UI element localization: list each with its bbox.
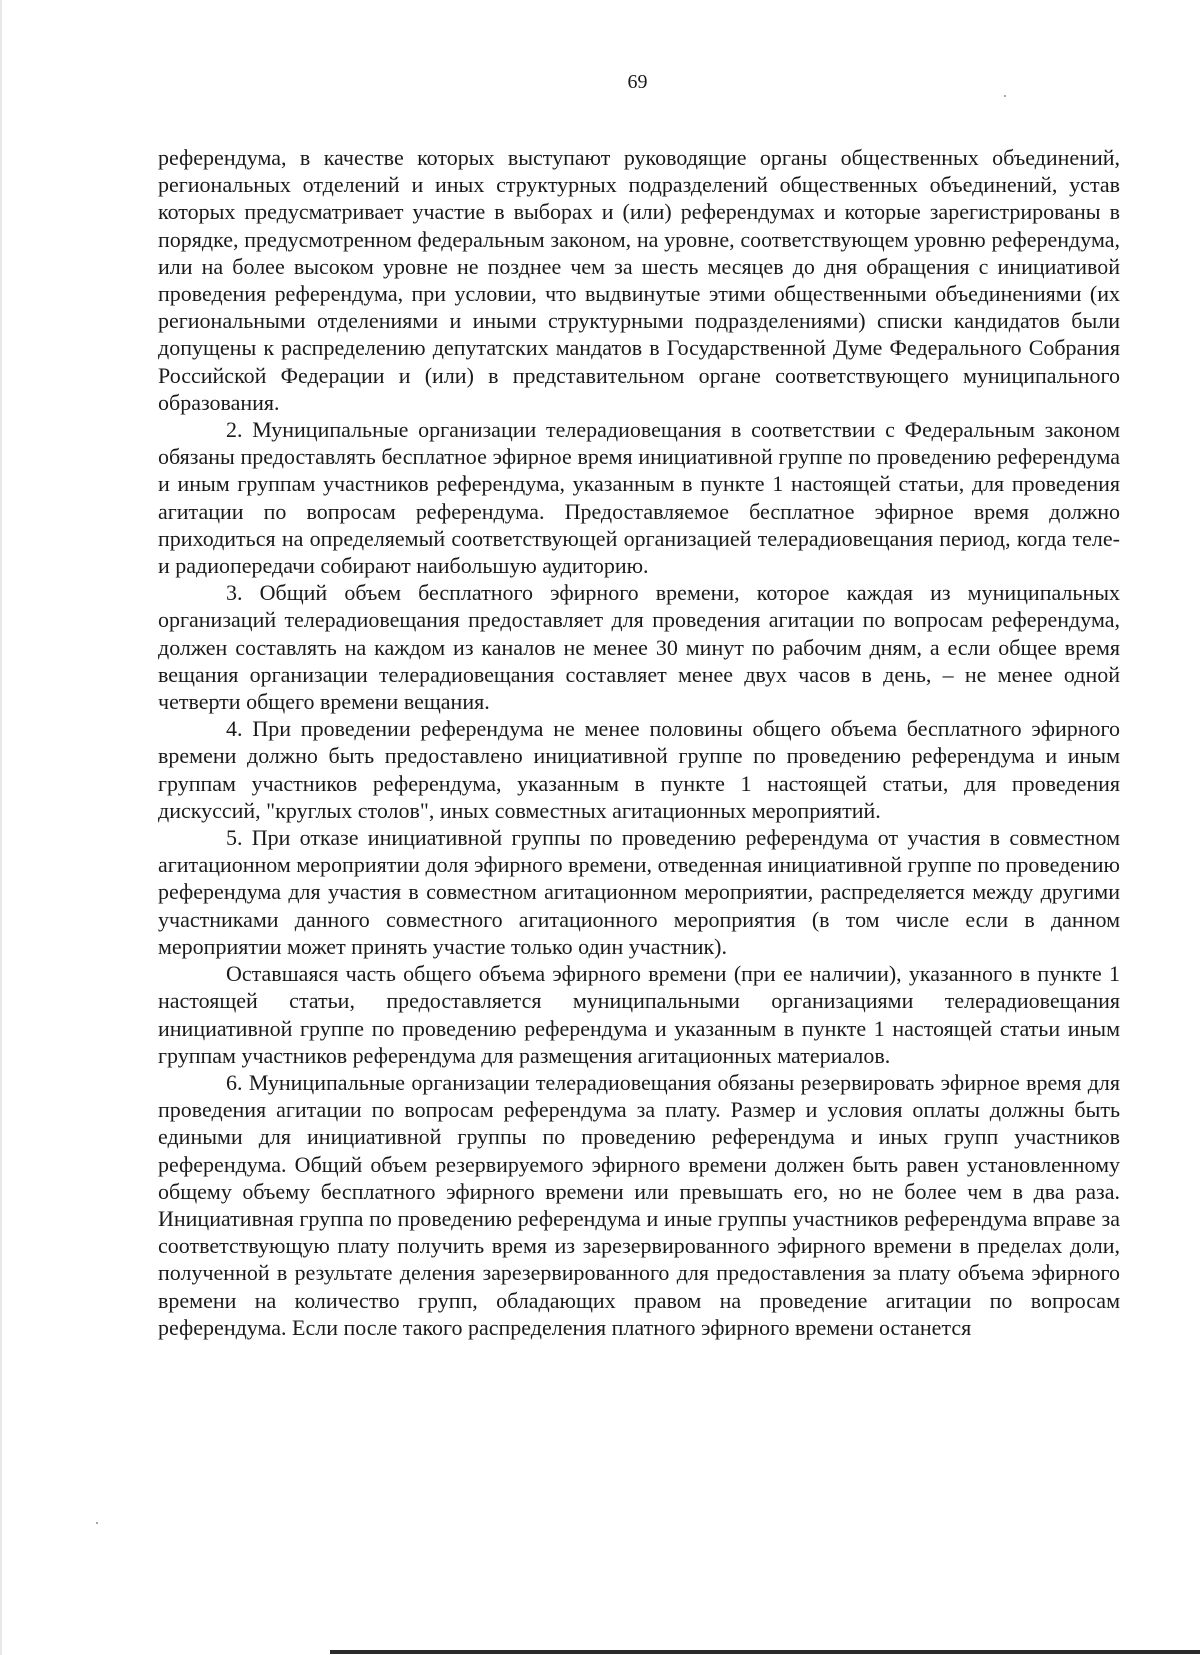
document-body	[158, 144, 1120, 1341]
paragraph-item-2: 2. Муниципальные организации телерадиовещания в соответствии с Федеральным законом обязаны предоставлять бесплатное эфирное время инициативной группе по проведению референдума и иным группам участников референдума, указанным в пункте 1 настоящей статьи, для проведения агитации по вопросам референдума. Предоставляемое бесплатное эфирное время должно приходиться на определяемый соответствующей организацией телерадиовещания период, когда теле- и радиопередачи собирают наибольшую аудиторию.	[158, 417, 1120, 579]
scan-speck	[1004, 95, 1006, 97]
scan-edge-left	[0, 0, 2, 1655]
scan-speck	[96, 1522, 98, 1524]
paragraph-item-5-continued: Оставшаяся часть общего объема эфирного времени (при ее наличии), указанного в пункте 1 настоящей статьи, предоставляется муниципальными организациями телерадиовещания инициативной группе по проведению референдума и указанным в пункте 1 настоящей статьи иным группам участников референдума для размещения агитационных материалов.	[158, 961, 1120, 1068]
paragraph-item-3: 3. Общий объем бесплатного эфирного времени, которое каждая из муниципальных организаций телерадиовещания предоставляет для проведения агитации по вопросам референдума, должен составлять на каждом из каналов не менее 30 минут по рабочим дням, а если общее время вещания организации телерадиовещания составляет менее двух часов в день, – не менее одной четверти общего времени вещания.	[158, 580, 1120, 715]
paragraph-item-6: 6. Муниципальные организации телерадиовещания обязаны резервировать эфирное время для проведения агитации по вопросам референдума за плату. Размер и условия оплаты должны быть едиными для инициативной группы по проведению референдума и иных групп участников референдума. Общий объем резервируемого эфирного времени должен быть равен установленному общему объему бесплатного эфирного времени или превышать его, но не более чем в два раза. Инициативная группа по проведению референдума и иные группы участников референдума вправе за соответствующую плату получить время из зарезервированного эфирного времени в пределах доли, полученной в результате деления зарезервированного для предоставления за плату объема эфирного времени на количество групп, обладающих правом на проведение агитации по вопросам референдума. Если после такого распределения платного эфирного времени останется	[158, 1069, 1120, 1340]
paragraph-continuation: референдума, в качестве которых выступают руководящие органы общественных объединений, региональных отделений и иных структурных подразделений общественных объединений, устав которых предусматривает участие в выборах и (или) референдумах и которые зарегистрированы в порядке, предусмотренном федеральным законом, на уровне, соответствующем уровню референдума, или на более высоком уровне не позднее чем за шесть месяцев до дня обращения с инициативой проведения референдума, при условии, что выдвинутые этими общественными объединениями (их региональными отделениями и иными структурными подразделениями) списки кандидатов были допущены к распределению депутатских мандатов в Государственной Думе Федерального Собрания Российской Федерации и (или) в представительном органе соответствующего муниципального образования.	[158, 145, 1120, 415]
paragraph-item-5: 5. При отказе инициативной группы по проведению референдума от участия в совместном агитационном мероприятии доля эфирного времени, отведенная инициативной группе по проведению референдума для участия в совместном агитационном мероприятии, распределяется между другими участниками данного совместного агитационного мероприятия (в том числе если в данном мероприятии может принять участие только один участник).	[158, 825, 1120, 959]
page-number: 69	[627, 71, 648, 93]
paragraph-item-4: 4. При проведении референдума не менее половины общего объема бесплатного эфирного времени должно быть предоставлено инициативной группе по проведению референдума и иным группам участников референдума, указанным в пункте 1 настоящей статьи, для проведения дискуссий, "круглых столов", иных совместных агитационных мероприятий.	[158, 716, 1120, 823]
scan-bottom-edge	[330, 1650, 1200, 1654]
